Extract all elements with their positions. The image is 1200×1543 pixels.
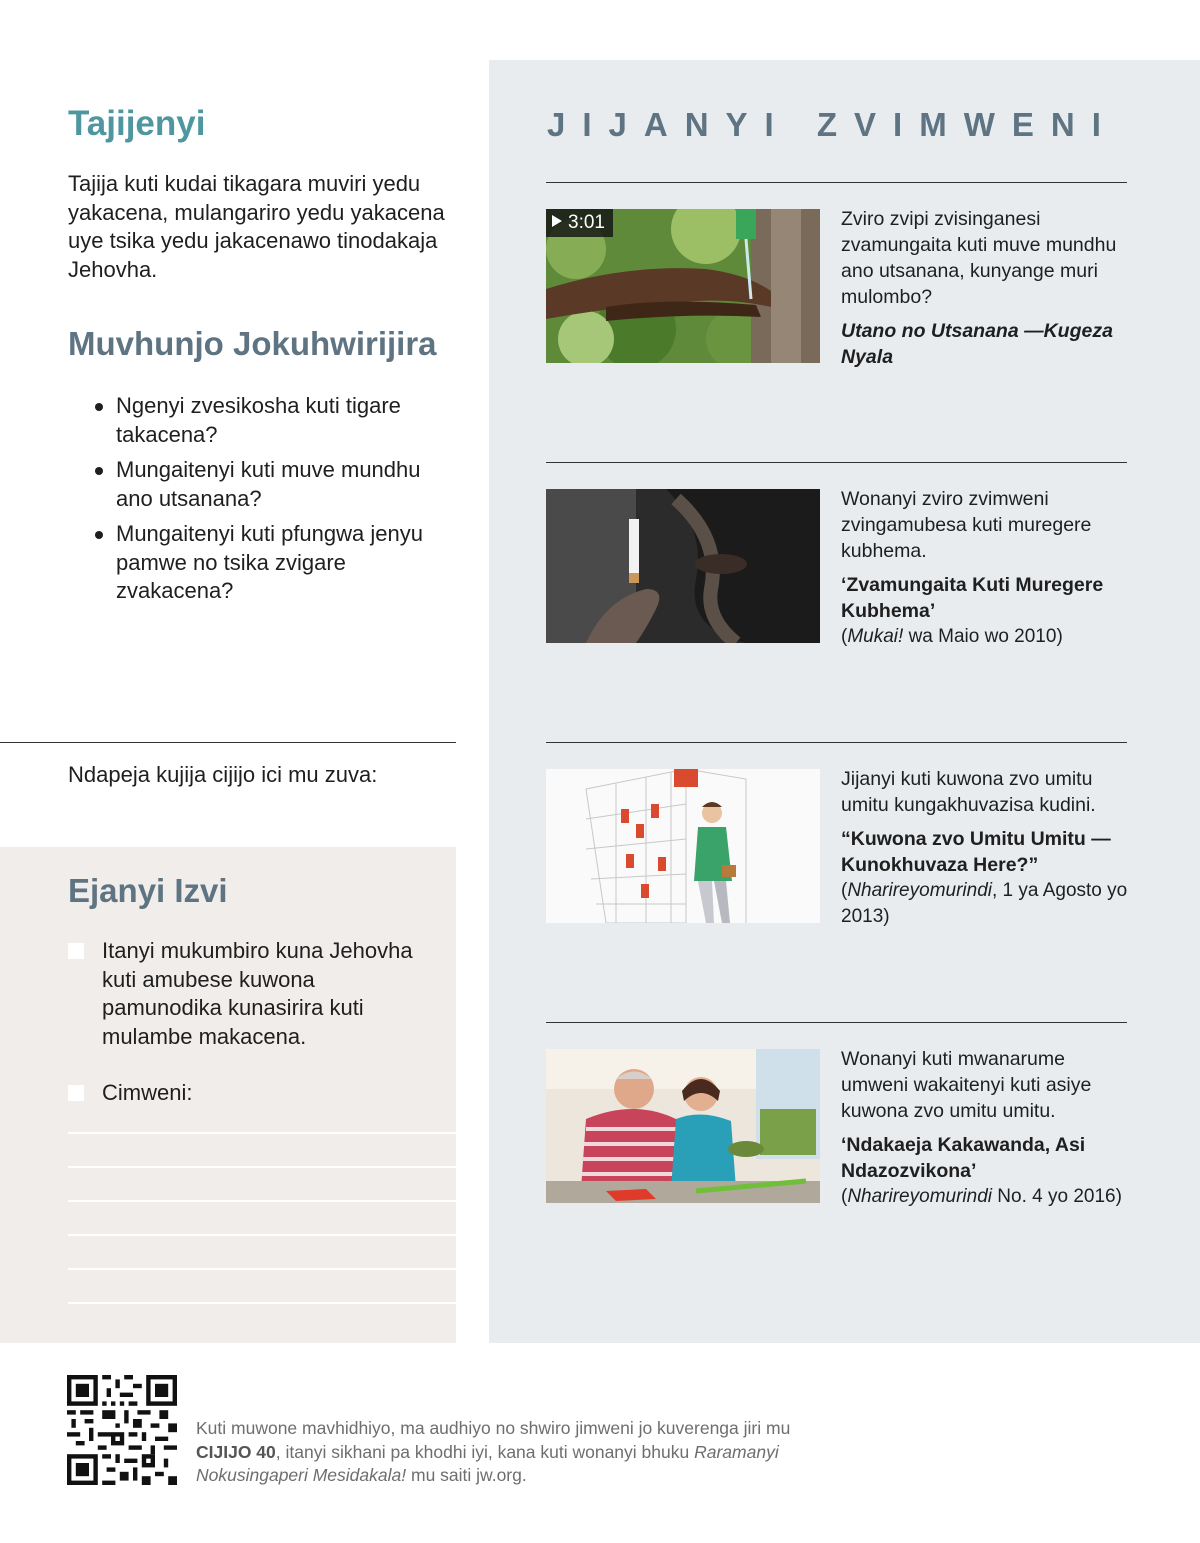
review-item: [95, 520, 455, 606]
cigarette-article-thumbnail[interactable]: [546, 489, 820, 643]
write-line[interactable]: [68, 1268, 456, 1270]
resource-description: Jijanyi kuti kuwona zvo umitu umitu kungakhuvazisa kudini.: [841, 768, 1096, 816]
review-title: Muvhunjo Jokuhwirijira: [68, 325, 437, 362]
write-line[interactable]: [68, 1234, 456, 1236]
review-item-text: Mungaitenyi kuti muve mundhu ano utsanana?: [116, 457, 421, 511]
section-divider: [0, 742, 456, 743]
bullet-icon: [95, 531, 103, 539]
goal-date-label: Ndapeja kujija cijijo ici mu zuva:: [68, 762, 378, 787]
resource-description: Wonanyi zviro zvimweni zvingamubesa kuti muregere kubhema.: [841, 488, 1092, 562]
summary-title: Tajijenyi: [68, 104, 206, 143]
checkbox-icon[interactable]: [68, 1085, 84, 1101]
review-item-text: Ngenyi zvesikosha kuti tigare takacena?: [116, 393, 401, 447]
item-divider: [546, 462, 1127, 463]
video-duration-badge: 3:01: [546, 209, 613, 237]
resource-source: (Mukai! wa Maio wo 2010): [841, 626, 1063, 647]
review-item: [95, 456, 455, 513]
review-list: [95, 392, 455, 613]
review-item: [95, 392, 455, 449]
bookstore-article-thumbnail[interactable]: [546, 769, 820, 923]
handwashing-video-thumbnail[interactable]: [546, 209, 820, 363]
try-item-other[interactable]: [68, 1079, 438, 1108]
try-item-text: Itanyi mukumbiro kuna Jehovha kuti amubese kuwona pamunodika kunasirira kuti mulambe makacena.: [102, 938, 413, 1049]
resource-2: [841, 486, 1131, 650]
resource-source: (Nharireyomurindi No. 4 yo 2016): [841, 1186, 1122, 1207]
try-this-title: Ejanyi Izvi: [68, 872, 228, 909]
play-icon: [552, 215, 562, 227]
item-divider: [546, 182, 1127, 183]
footer-text: Kuti muwone mavhidhiyo, ma audhiyo no shwiro jimweni jo kuverenga jiri mu CIJIJO 40, itanyi sikhani pa khodhi iyi, kana kuti wonanyi bhuku Raramanyi Nokusingaperi Mesidakala! mu saiti jw.org.: [196, 1418, 791, 1485]
review-item-text: Mungaitenyi kuti pfungwa jenyu pamwe no tsika zvigare zvakacena?: [116, 521, 423, 603]
resource-link[interactable]: “Kuwona zvo Umitu Umitu —Kunokhuvaza Here?”: [841, 828, 1111, 876]
try-item-text: Cimweni:: [102, 1080, 193, 1105]
resource-3: [841, 766, 1131, 930]
resource-1: [841, 206, 1131, 370]
write-line[interactable]: [68, 1166, 456, 1168]
resource-link[interactable]: ‘Ndakaeja Kakawanda, Asi Ndazozvikona’: [841, 1134, 1086, 1182]
bullet-icon: [95, 467, 103, 475]
write-line[interactable]: [68, 1200, 456, 1202]
explore-title: JIJANYI ZVIMWENI: [547, 106, 1118, 143]
kitchen-article-thumbnail[interactable]: [546, 1049, 820, 1203]
item-divider: [546, 742, 1127, 743]
cigarette-photo-icon: [546, 489, 820, 643]
write-line[interactable]: [68, 1302, 456, 1304]
checkbox-icon[interactable]: [68, 943, 84, 959]
resource-link[interactable]: ‘Zvamungaita Kuti Muregere Kubhema’: [841, 574, 1104, 622]
bookstore-illustration-icon: [546, 769, 820, 923]
summary-text: Tajija kuti kudai tikagara muviri yedu yakacena, mulangariro yedu yakacena uye tsika yedu jakacenawo tinodakaja Jehovha.: [68, 171, 445, 282]
write-line[interactable]: [68, 1132, 456, 1134]
resource-link[interactable]: Utano no Utsanana —Kugeza Nyala: [841, 320, 1113, 368]
bullet-icon: [95, 403, 103, 411]
qr-code-icon[interactable]: [67, 1375, 177, 1485]
kitchen-couple-photo-icon: [546, 1049, 820, 1203]
item-divider: [546, 1022, 1127, 1023]
resource-description: Wonanyi kuti mwanarume umweni wakaitenyi kuti asiye kuwona zvo umitu umitu.: [841, 1048, 1092, 1122]
resource-source: (Nharireyomurindi, 1 ya Agosto yo 2013): [841, 880, 1128, 927]
resource-4: [841, 1046, 1131, 1210]
resource-description: Zviro zvipi zvisinganesi zvamungaita kuti muve mundhu ano utsanana, kunyange muri mulombo?: [841, 208, 1117, 308]
try-item-prayer[interactable]: [68, 937, 438, 1051]
